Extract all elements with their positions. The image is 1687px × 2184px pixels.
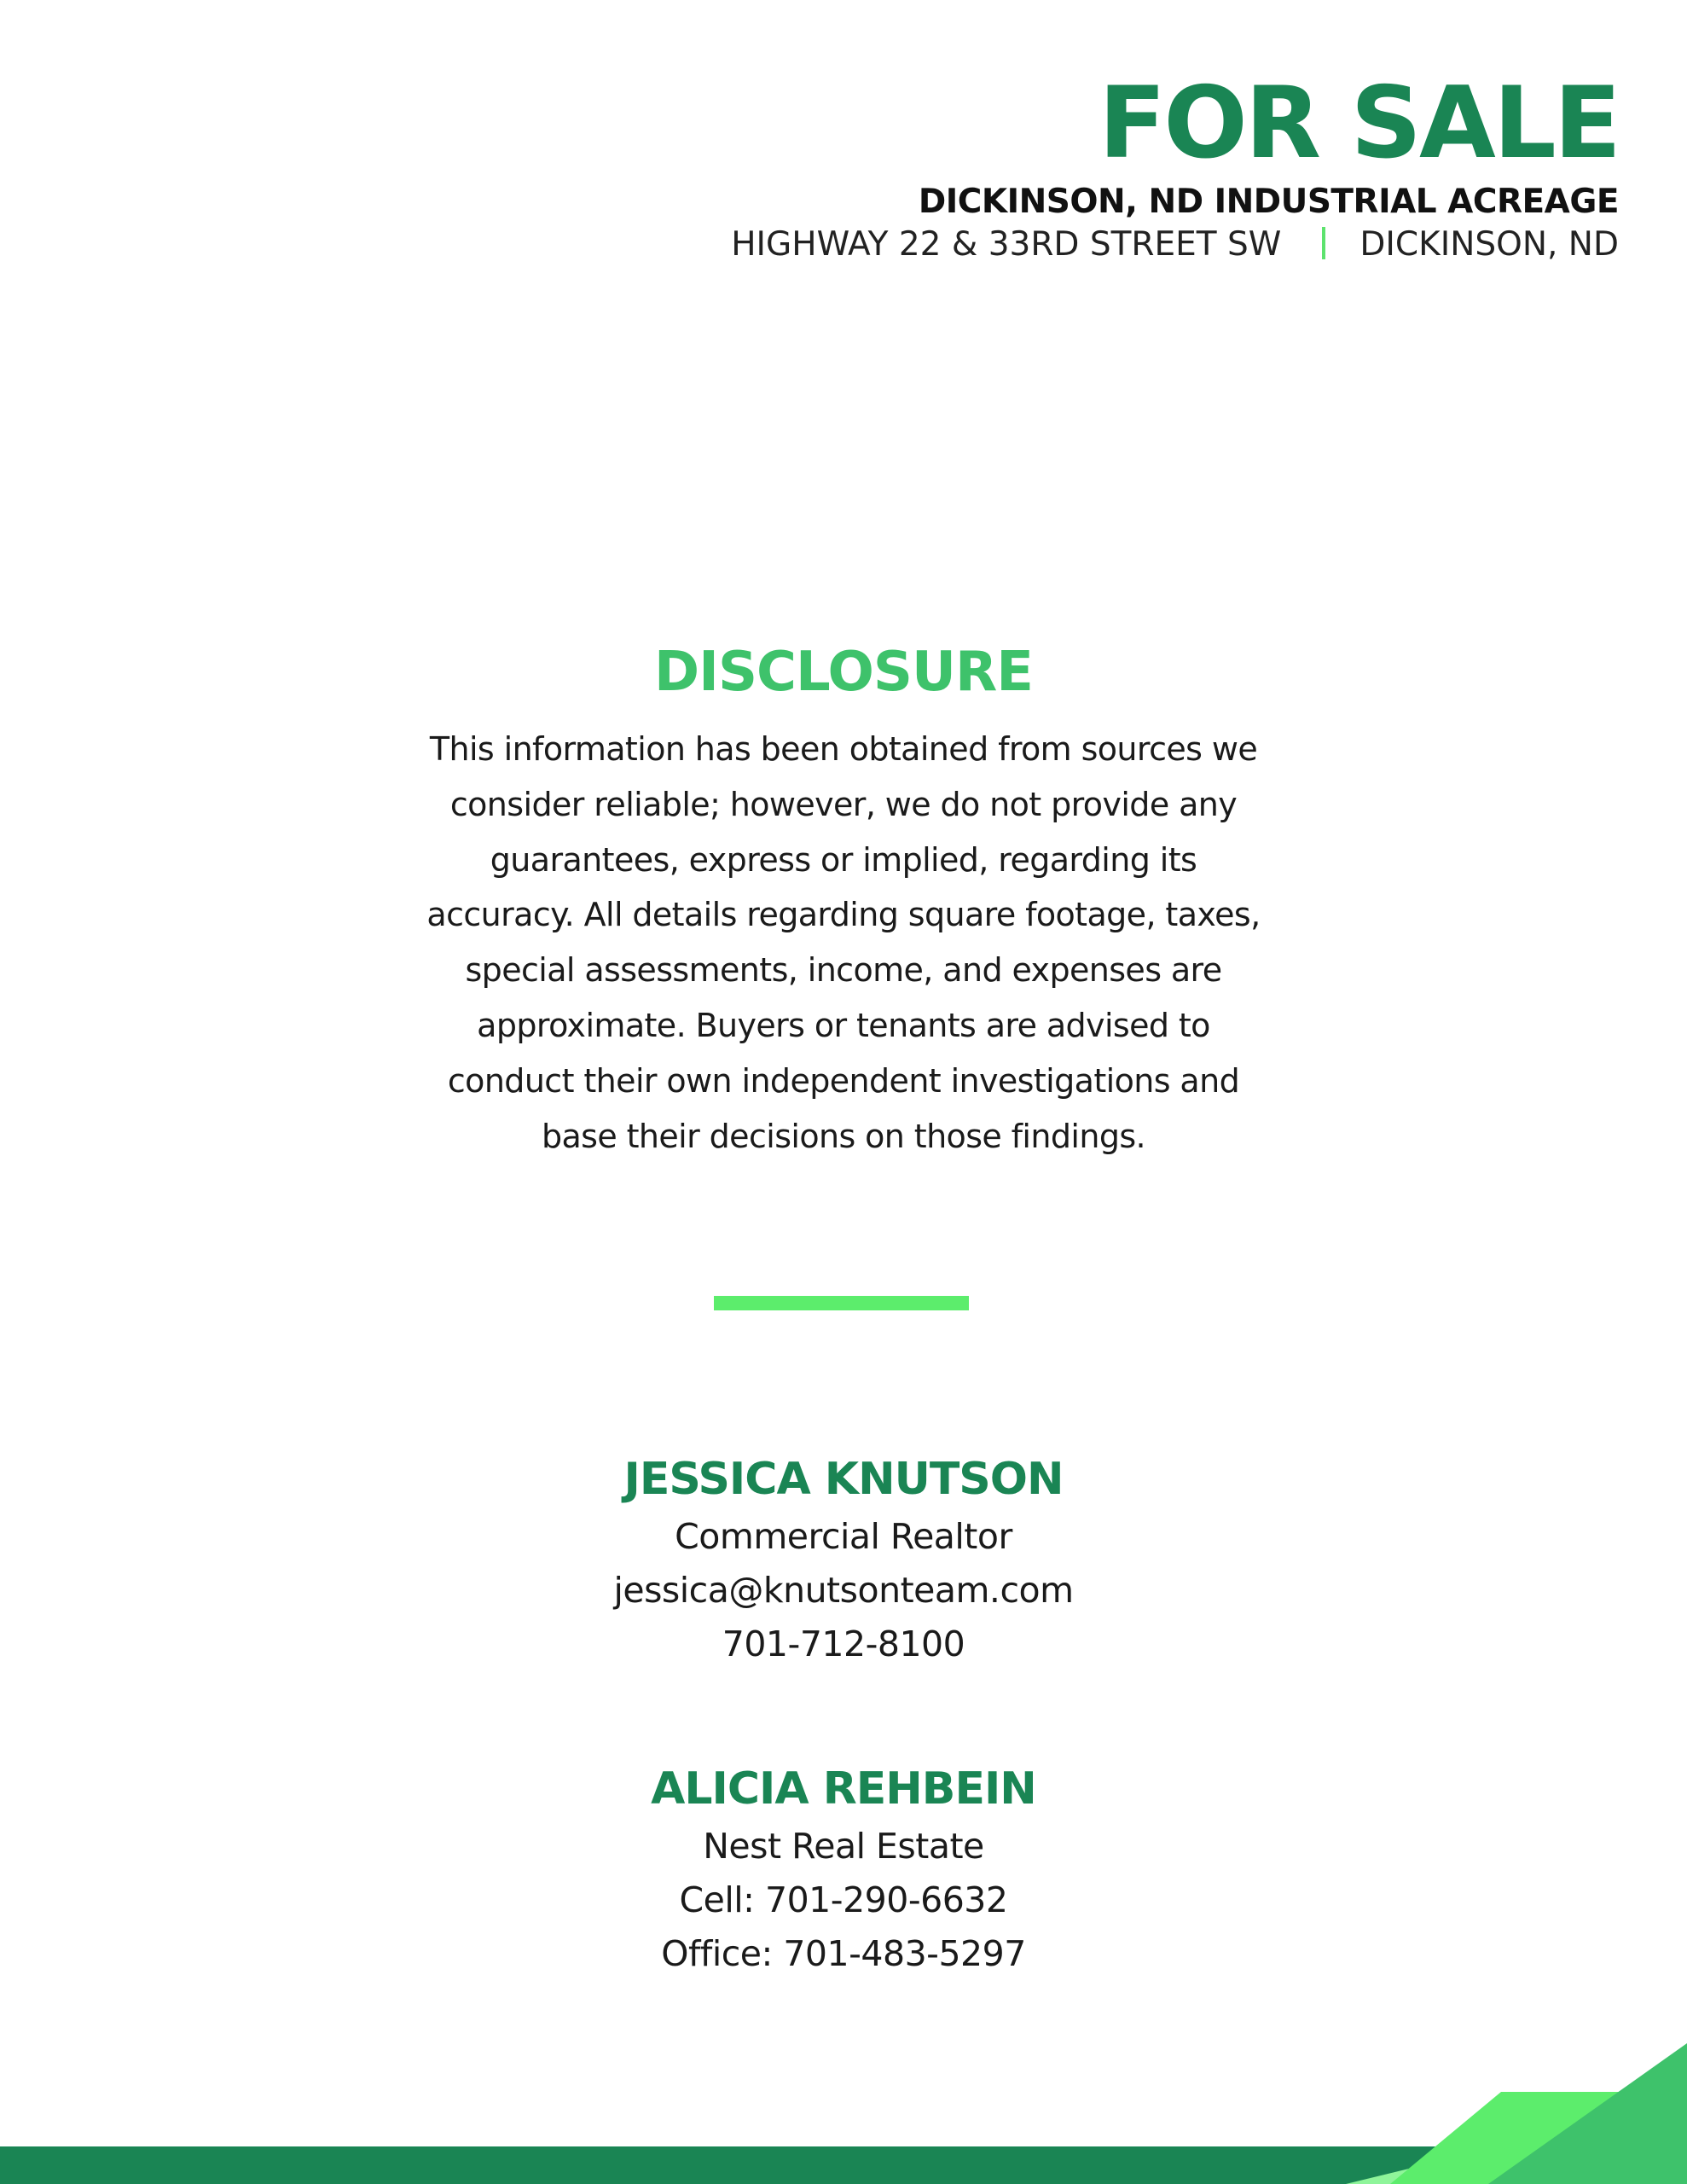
for-sale-headline: FOR SALE xyxy=(1098,66,1619,181)
contact-name: ALICIA REHBEIN xyxy=(651,1763,1036,1815)
footer-wedge-medium xyxy=(1488,2043,1687,2184)
contact-cell-phone[interactable]: Cell: 701-290-6632 xyxy=(679,1879,1008,1920)
contact-card-jessica xyxy=(0,1449,1687,1671)
footer-wedge-pale xyxy=(1346,2167,1467,2184)
footer-band xyxy=(0,2146,1687,2184)
contact-phone[interactable]: 701-712-8100 xyxy=(722,1623,965,1664)
contact-card-alicia xyxy=(0,1758,1687,1981)
street-address: HIGHWAY 22 & 33RD STREET SW xyxy=(731,225,1282,264)
address-line xyxy=(731,224,1619,266)
section-divider xyxy=(714,1296,969,1310)
contact-name: JESSICA KNUTSON xyxy=(623,1454,1064,1505)
contact-office-phone[interactable]: Office: 701-483-5297 xyxy=(661,1933,1026,1974)
contact-title: Commercial Realtor xyxy=(675,1516,1012,1557)
address-separator xyxy=(1322,227,1325,259)
contact-company: Nest Real Estate xyxy=(703,1826,984,1867)
city-state: DICKINSON, ND xyxy=(1359,225,1619,264)
disclosure-title: DISCLOSURE xyxy=(654,641,1033,704)
property-title: DICKINSON, ND INDUSTRIAL ACREAGE xyxy=(918,183,1619,221)
header xyxy=(731,68,1619,266)
contact-email[interactable]: jessica@knutsonteam.com xyxy=(613,1570,1074,1611)
disclosure-body: This information has been obtained from sources we consider reliable; however, we do not provide any guarantees, express or implied, regarding its accuracy. All details regarding square footage, taxes, special assessments, income, and expenses are approximate. Buyers or tenants are advised to conduct their own independent investigations and base their decisions on those findings. xyxy=(426,730,1261,1155)
disclosure-section xyxy=(0,638,1687,1164)
footer-wedge-light xyxy=(1390,2092,1687,2184)
